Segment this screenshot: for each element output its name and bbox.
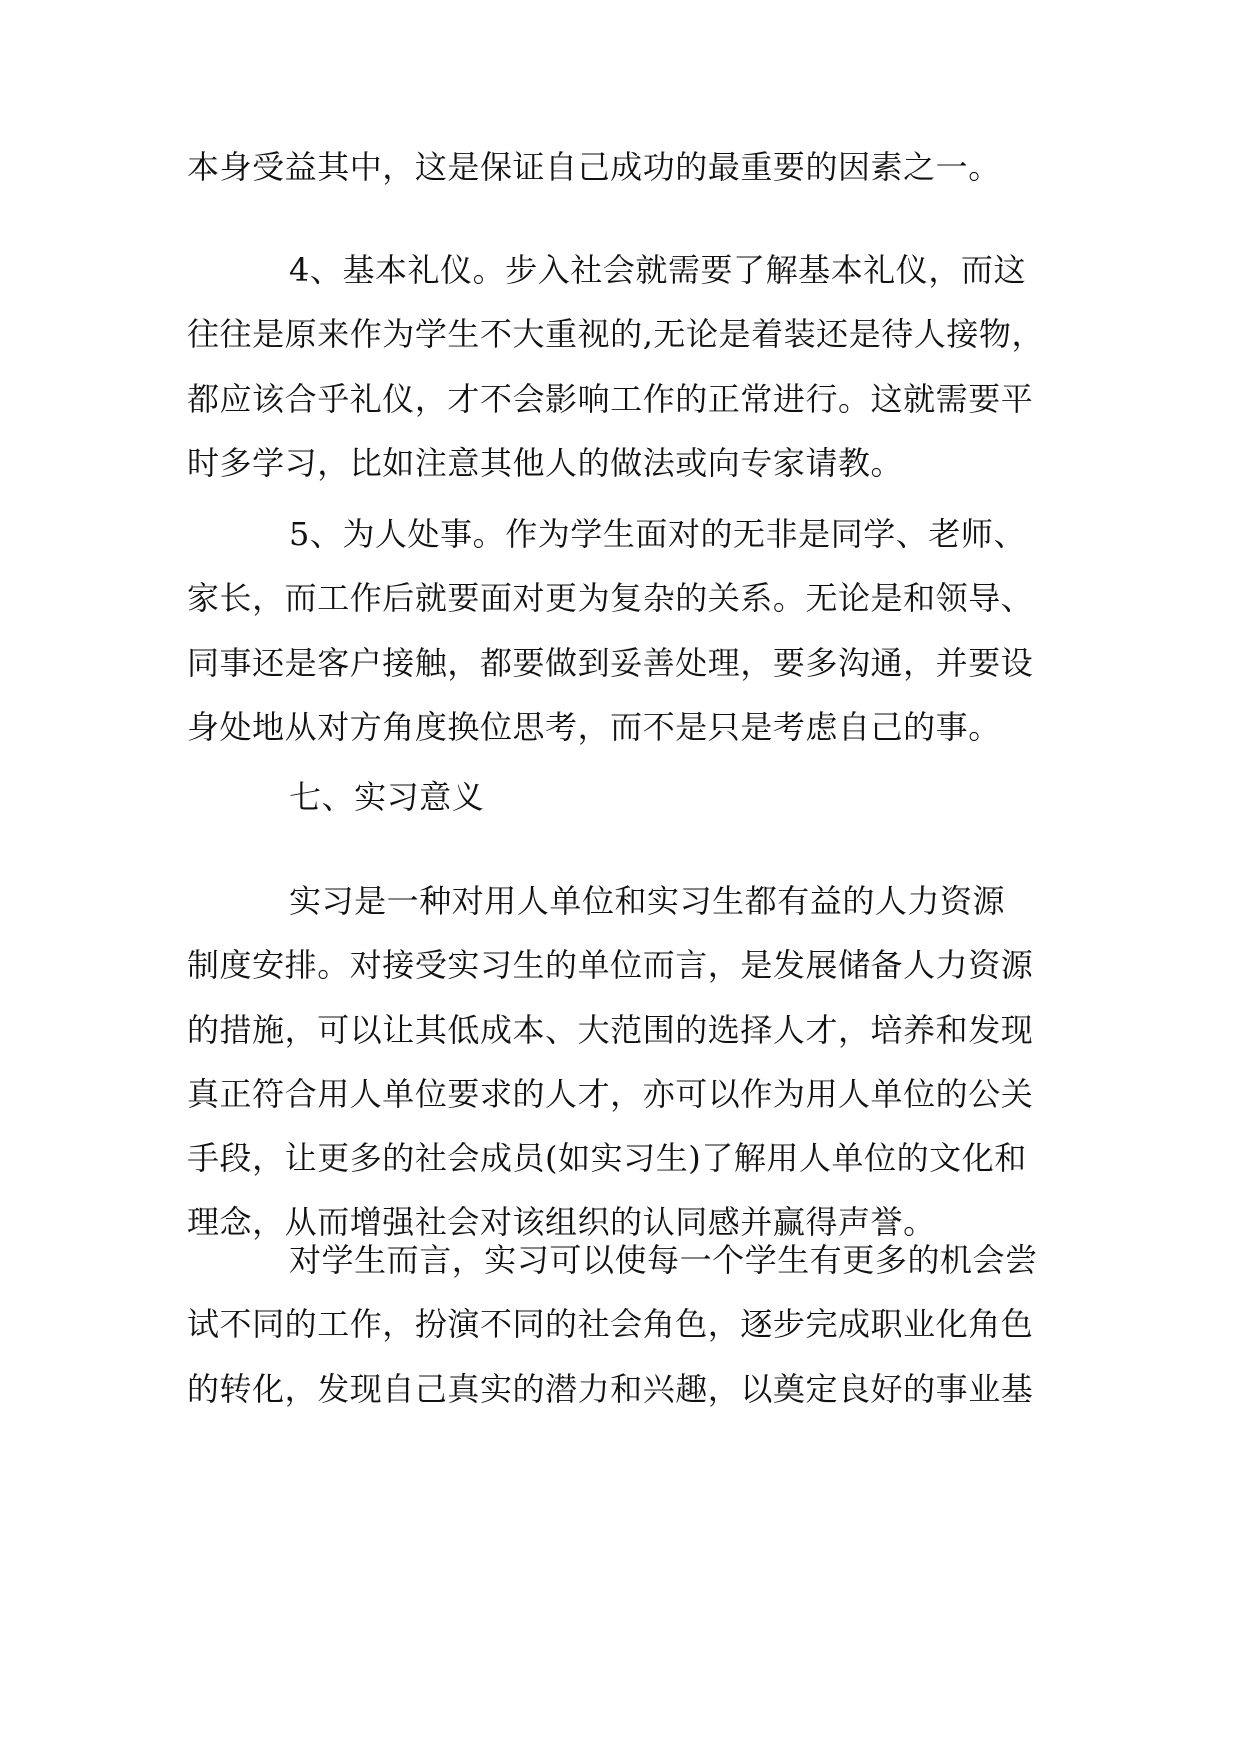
text-line: 4、基本礼仪。步入社会就需要了解基本礼仪，而这 bbox=[289, 251, 1027, 289]
text-line: 的转化，发现自己真实的潜力和兴趣，以奠定良好的事业基 bbox=[187, 1369, 1034, 1408]
text-line: 身处地从对方角度换位思考，而不是只是考虑自己的事。 bbox=[187, 707, 1001, 746]
text-line: 实习是一种对用人单位和实习生都有益的人力资源 bbox=[289, 882, 1006, 920]
text-line: 同事还是客户接触，都要做到妥善处理，要多沟通，并要设 bbox=[187, 643, 1034, 682]
paragraph-continuation bbox=[187, 135, 1057, 199]
text-line: 本身受益其中，这是保证自己成功的最重要的因素之一。 bbox=[187, 148, 1001, 186]
text-line: 时多学习，比如注意其他人的做法或向专家请教。 bbox=[187, 443, 904, 482]
text-line: 对学生而言，实习可以使每一个学生有更多的机会尝 bbox=[289, 1241, 1038, 1279]
text-line: 手段，让更多的社会成员(如实习生)了解用人单位的文化和 bbox=[187, 1139, 1027, 1178]
text-line: 家长，而工作后就要面对更为复杂的关系。无论是和领导、 bbox=[187, 579, 1034, 618]
text-line: 往往是原来作为学生不大重视的,无论是着装还是待人接物， bbox=[187, 315, 1045, 354]
paragraph-basic-etiquette bbox=[187, 238, 1057, 495]
text-line: 制度安排。对接受实习生的单位而言，是发展储备人力资源 bbox=[187, 946, 1034, 985]
section-heading-significance bbox=[187, 765, 1057, 829]
paragraph-significance-student bbox=[187, 1228, 1057, 1421]
text-line: 真正符合用人单位要求的人才，亦可以作为用人单位的公关 bbox=[187, 1074, 1034, 1113]
text-line: 5、为人处事。作为学生面对的无非是同学、老师、 bbox=[289, 515, 1027, 553]
section-heading: 七、实习意义 bbox=[289, 778, 485, 816]
paragraph-conduct bbox=[187, 502, 1057, 759]
text-line: 的措施，可以让其低成本、大范围的选择人才，培养和发现 bbox=[187, 1010, 1034, 1049]
text-line: 都应该合乎礼仪，才不会影响工作的正常进行。这就需要平 bbox=[187, 379, 1034, 418]
text-line: 试不同的工作，扮演不同的社会角色，逐步完成职业化角色 bbox=[187, 1305, 1034, 1344]
text-line: 理念，从而增强社会对该组织的认同感并赢得声誉。 bbox=[187, 1203, 936, 1242]
paragraph-significance-employer bbox=[187, 869, 1057, 1255]
